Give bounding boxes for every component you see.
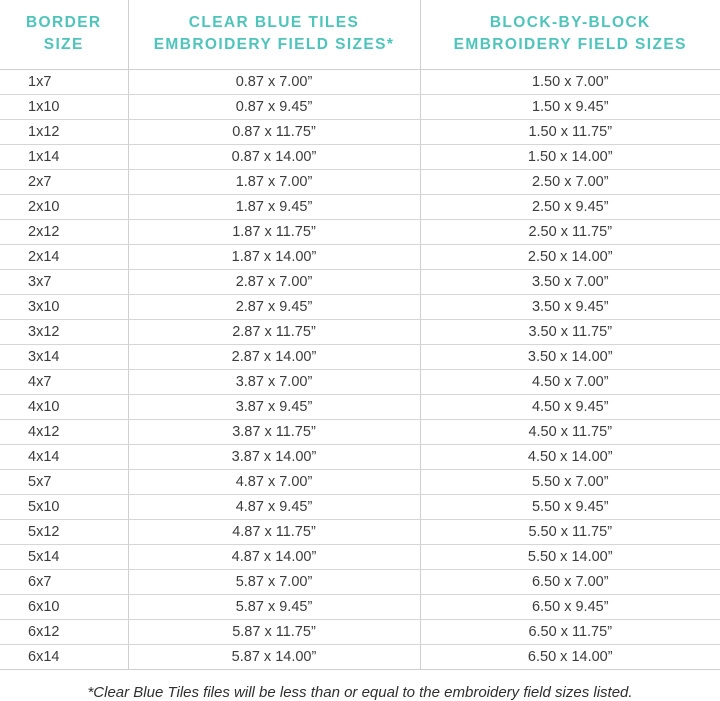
table-row xyxy=(0,295,720,320)
table-row xyxy=(0,70,720,95)
cell-clear-blue-size: 1.87 x 7.00” xyxy=(128,170,420,195)
cell-clear-blue-size: 3.87 x 7.00” xyxy=(128,370,420,395)
table-row xyxy=(0,120,720,145)
table-row xyxy=(0,520,720,545)
cell-border-size: 4x10 xyxy=(0,395,128,420)
column-header-clear-blue-tiles xyxy=(128,0,420,70)
cell-border-size: 1x7 xyxy=(0,70,128,95)
column-header-border-size-line1: BORDER xyxy=(25,14,102,31)
column-header-clear-blue-tiles-line2: EMBROIDERY FIELD SIZES* xyxy=(153,36,395,53)
table-row xyxy=(0,470,720,495)
cell-clear-blue-size: 1.87 x 9.45” xyxy=(128,195,420,220)
cell-block-by-block-size: 6.50 x 14.00” xyxy=(420,645,720,670)
cell-border-size: 3x12 xyxy=(0,320,128,345)
cell-border-size: 5x10 xyxy=(0,495,128,520)
cell-border-size: 4x14 xyxy=(0,445,128,470)
cell-clear-blue-size: 4.87 x 7.00” xyxy=(128,470,420,495)
cell-border-size: 3x14 xyxy=(0,345,128,370)
table-row xyxy=(0,270,720,295)
cell-border-size: 6x10 xyxy=(0,595,128,620)
cell-block-by-block-size: 6.50 x 11.75” xyxy=(420,620,720,645)
cell-border-size: 1x12 xyxy=(0,120,128,145)
table-row xyxy=(0,195,720,220)
cell-clear-blue-size: 1.87 x 11.75” xyxy=(128,220,420,245)
column-header-block-by-block-line1: BLOCK-BY-BLOCK xyxy=(489,14,651,31)
cell-block-by-block-size: 5.50 x 9.45” xyxy=(420,495,720,520)
cell-block-by-block-size: 3.50 x 7.00” xyxy=(420,270,720,295)
cell-border-size: 2x7 xyxy=(0,170,128,195)
cell-border-size: 4x12 xyxy=(0,420,128,445)
cell-block-by-block-size: 2.50 x 14.00” xyxy=(420,245,720,270)
cell-clear-blue-size: 3.87 x 14.00” xyxy=(128,445,420,470)
table-row xyxy=(0,645,720,670)
cell-border-size: 4x7 xyxy=(0,370,128,395)
cell-block-by-block-size: 5.50 x 14.00” xyxy=(420,545,720,570)
cell-block-by-block-size: 6.50 x 7.00” xyxy=(420,570,720,595)
column-header-border-size xyxy=(0,0,128,70)
cell-clear-blue-size: 5.87 x 9.45” xyxy=(128,595,420,620)
footnote: *Clear Blue Tiles files will be less than or equal to the embroidery field sizes listed. xyxy=(87,684,633,701)
table-body xyxy=(0,70,720,670)
cell-block-by-block-size: 1.50 x 7.00” xyxy=(420,70,720,95)
table-row xyxy=(0,220,720,245)
cell-border-size: 6x12 xyxy=(0,620,128,645)
cell-block-by-block-size: 4.50 x 14.00” xyxy=(420,445,720,470)
cell-block-by-block-size: 2.50 x 9.45” xyxy=(420,195,720,220)
table-row xyxy=(0,620,720,645)
table-row xyxy=(0,445,720,470)
cell-block-by-block-size: 3.50 x 11.75” xyxy=(420,320,720,345)
cell-block-by-block-size: 3.50 x 14.00” xyxy=(420,345,720,370)
cell-clear-blue-size: 1.87 x 14.00” xyxy=(128,245,420,270)
cell-clear-blue-size: 4.87 x 11.75” xyxy=(128,520,420,545)
cell-block-by-block-size: 1.50 x 14.00” xyxy=(420,145,720,170)
cell-clear-blue-size: 0.87 x 7.00” xyxy=(128,70,420,95)
cell-block-by-block-size: 4.50 x 7.00” xyxy=(420,370,720,395)
cell-border-size: 3x10 xyxy=(0,295,128,320)
cell-border-size: 5x7 xyxy=(0,470,128,495)
cell-clear-blue-size: 0.87 x 14.00” xyxy=(128,145,420,170)
cell-border-size: 2x14 xyxy=(0,245,128,270)
cell-border-size: 2x12 xyxy=(0,220,128,245)
column-header-block-by-block xyxy=(420,0,720,70)
cell-block-by-block-size: 4.50 x 11.75” xyxy=(420,420,720,445)
cell-clear-blue-size: 2.87 x 7.00” xyxy=(128,270,420,295)
cell-clear-blue-size: 5.87 x 14.00” xyxy=(128,645,420,670)
table-row xyxy=(0,245,720,270)
cell-block-by-block-size: 1.50 x 11.75” xyxy=(420,120,720,145)
column-header-border-size-line2: SIZE xyxy=(43,36,84,53)
cell-block-by-block-size: 6.50 x 9.45” xyxy=(420,595,720,620)
table-row xyxy=(0,320,720,345)
cell-clear-blue-size: 0.87 x 11.75” xyxy=(128,120,420,145)
cell-clear-blue-size: 0.87 x 9.45” xyxy=(128,95,420,120)
cell-block-by-block-size: 4.50 x 9.45” xyxy=(420,395,720,420)
cell-border-size: 6x7 xyxy=(0,570,128,595)
table-header xyxy=(0,0,720,70)
cell-block-by-block-size: 2.50 x 11.75” xyxy=(420,220,720,245)
cell-border-size: 2x10 xyxy=(0,195,128,220)
table-row xyxy=(0,395,720,420)
cell-border-size: 5x14 xyxy=(0,545,128,570)
cell-border-size: 5x12 xyxy=(0,520,128,545)
cell-block-by-block-size: 1.50 x 9.45” xyxy=(420,95,720,120)
cell-clear-blue-size: 2.87 x 9.45” xyxy=(128,295,420,320)
cell-border-size: 1x10 xyxy=(0,95,128,120)
cell-clear-blue-size: 5.87 x 7.00” xyxy=(128,570,420,595)
table-row xyxy=(0,345,720,370)
table-row xyxy=(0,170,720,195)
table-row xyxy=(0,495,720,520)
table-row xyxy=(0,420,720,445)
cell-block-by-block-size: 2.50 x 7.00” xyxy=(420,170,720,195)
table-row xyxy=(0,595,720,620)
cell-block-by-block-size: 3.50 x 9.45” xyxy=(420,295,720,320)
table-header-row xyxy=(0,0,720,70)
cell-clear-blue-size: 5.87 x 11.75” xyxy=(128,620,420,645)
table-row xyxy=(0,545,720,570)
cell-border-size: 3x7 xyxy=(0,270,128,295)
table-row xyxy=(0,145,720,170)
table-row xyxy=(0,370,720,395)
table-row xyxy=(0,95,720,120)
cell-clear-blue-size: 3.87 x 11.75” xyxy=(128,420,420,445)
cell-block-by-block-size: 5.50 x 7.00” xyxy=(420,470,720,495)
cell-block-by-block-size: 5.50 x 11.75” xyxy=(420,520,720,545)
cell-clear-blue-size: 2.87 x 11.75” xyxy=(128,320,420,345)
cell-clear-blue-size: 2.87 x 14.00” xyxy=(128,345,420,370)
cell-clear-blue-size: 4.87 x 14.00” xyxy=(128,545,420,570)
cell-border-size: 6x14 xyxy=(0,645,128,670)
column-header-clear-blue-tiles-line1: CLEAR BLUE TILES xyxy=(188,14,360,31)
table-row xyxy=(0,570,720,595)
cell-clear-blue-size: 3.87 x 9.45” xyxy=(128,395,420,420)
cell-clear-blue-size: 4.87 x 9.45” xyxy=(128,495,420,520)
column-header-block-by-block-line2: EMBROIDERY FIELD SIZES xyxy=(453,36,687,53)
cell-border-size: 1x14 xyxy=(0,145,128,170)
